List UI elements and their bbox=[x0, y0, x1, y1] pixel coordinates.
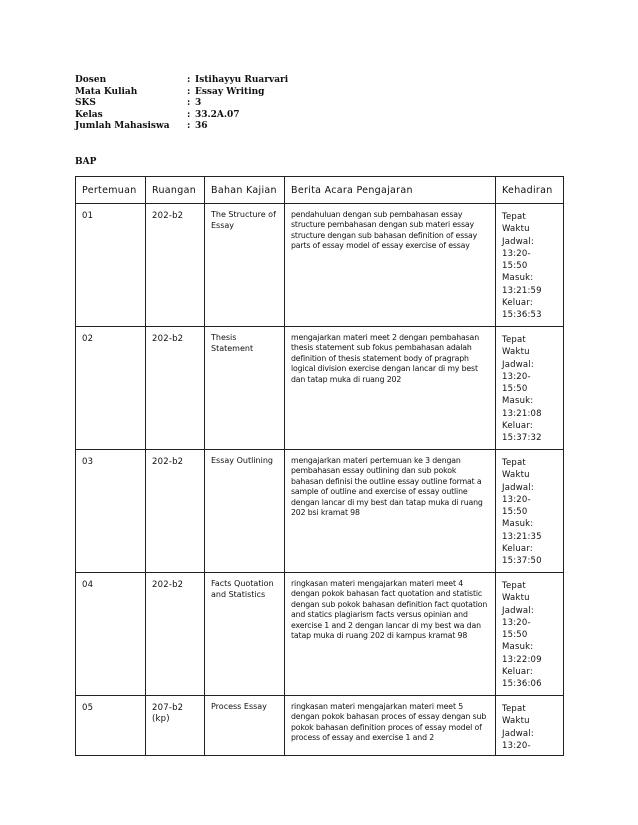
cell-berita-acara: ringkasan materi mengajarkan materi meet 4 dengan pokok bahasan fact quotation and statistic dengan sub pokok bahasan definition fact quotation and statics plagiarism facts versus opinian and exercise 1 and 2 dengan lancar di my best wa dan tatap muka di ruang 202 di kampus kramat 98 bbox=[285, 573, 496, 696]
header-ruangan: Ruangan bbox=[146, 177, 205, 204]
attendance-line: Jadwal: bbox=[502, 605, 534, 616]
table-row bbox=[76, 327, 564, 450]
attendance-line: Keluar: bbox=[502, 298, 533, 309]
attendance-line: Jadwal: bbox=[502, 236, 534, 247]
attendance-line: Jadwal: bbox=[502, 359, 534, 370]
table-row bbox=[76, 450, 564, 573]
table-row bbox=[76, 696, 564, 756]
attendance-line: Keluar: bbox=[502, 667, 533, 678]
cell-bahan-kajian: Thesis Statement bbox=[205, 327, 285, 450]
table-header-row bbox=[76, 177, 564, 204]
attendance-line: Waktu bbox=[502, 593, 530, 604]
attendance-line: 13:20- bbox=[502, 371, 531, 382]
cell-bahan-kajian: Facts Quotation and Statistics bbox=[205, 573, 285, 696]
attendance-line: Tepat bbox=[502, 704, 526, 714]
cell-ruangan: 202-b2 bbox=[146, 450, 205, 573]
info-colon: : bbox=[187, 121, 191, 131]
info-colon: : bbox=[187, 86, 191, 97]
attendance-line: 13:21:08 bbox=[502, 408, 542, 419]
attendance-line: 13:21:59 bbox=[502, 285, 542, 296]
bap-table bbox=[75, 176, 564, 756]
cell-berita-acara: ringkasan materi mengajarkan materi meet 5 dengan pokok bahasan proces of essay dengan sub pokok bahasan definition proces of essay model of process of essay and exercise 1 and 2 bbox=[285, 696, 496, 756]
header-bahan-kajian: Bahan Kajian bbox=[205, 177, 285, 204]
info-row-sks bbox=[75, 98, 288, 110]
header-kehadiran: Kehadiran bbox=[496, 177, 564, 204]
attendance-line: 15:50 bbox=[502, 507, 528, 518]
info-value: 36 bbox=[195, 121, 208, 131]
info-colon: : bbox=[187, 75, 191, 85]
attendance-line: 13:21:35 bbox=[502, 531, 542, 542]
course-info bbox=[75, 75, 288, 133]
cell-pertemuan: 05 bbox=[76, 696, 146, 756]
cell-kehadiran bbox=[496, 450, 564, 573]
attendance-line: Waktu bbox=[502, 224, 530, 235]
attendance-line: Waktu bbox=[502, 716, 530, 727]
attendance-line: Masuk: bbox=[502, 273, 534, 284]
attendance-line: Keluar: bbox=[502, 421, 533, 432]
attendance-line: Tepat bbox=[502, 335, 526, 345]
cell-bahan-kajian: Process Essay bbox=[205, 696, 285, 756]
attendance-line: 15:37:50 bbox=[502, 556, 542, 567]
table-row bbox=[76, 573, 564, 696]
info-label: SKS bbox=[75, 98, 96, 108]
attendance-line: 13:20- bbox=[502, 494, 531, 505]
cell-ruangan: 207-b2 (kp) bbox=[146, 696, 205, 756]
cell-kehadiran bbox=[496, 573, 564, 696]
attendance-line: 15:50 bbox=[502, 261, 528, 272]
cell-ruangan: 202-b2 bbox=[146, 204, 205, 327]
cell-berita-acara: mengajarkan materi meet 2 dengan pembahasan thesis statement sub fokus pembahasan adalah definition of thesis statement body of pragraph logical division exercise dengan lancar di my best dan tatap muka di ruang 202 bbox=[285, 327, 496, 450]
cell-kehadiran bbox=[496, 327, 564, 450]
cell-pertemuan: 02 bbox=[76, 327, 146, 450]
info-colon: : bbox=[187, 109, 191, 120]
cell-bahan-kajian: The Structure of Essay bbox=[205, 204, 285, 327]
info-label: Jumlah Mahasiswa bbox=[75, 121, 170, 131]
attendance-line: 15:37:32 bbox=[502, 433, 542, 444]
attendance-line: Waktu bbox=[502, 347, 530, 358]
info-value: Istihayyu Ruarvari bbox=[195, 75, 289, 85]
attendance-line: 13:20- bbox=[502, 248, 531, 259]
attendance-line: 15:50 bbox=[502, 630, 528, 641]
info-value: Essay Writing bbox=[195, 86, 265, 97]
attendance-line: Jadwal: bbox=[502, 482, 534, 493]
info-row-jumlah-mahasiswa bbox=[75, 121, 288, 133]
attendance-line: Jadwal: bbox=[502, 728, 534, 739]
cell-pertemuan: 01 bbox=[76, 204, 146, 327]
table-row bbox=[76, 204, 564, 327]
info-row-kelas bbox=[75, 110, 288, 122]
cell-bahan-kajian: Essay Outlining bbox=[205, 450, 285, 573]
info-row-mata-kuliah bbox=[75, 87, 288, 99]
attendance-line: Tepat bbox=[502, 581, 526, 591]
info-label: Kelas bbox=[75, 109, 103, 120]
header-berita-acara: Berita Acara Pengajaran bbox=[285, 177, 496, 204]
header-pertemuan: Pertemuan bbox=[76, 177, 146, 204]
cell-kehadiran bbox=[496, 696, 564, 756]
info-value: 3 bbox=[195, 98, 202, 108]
attendance-line: 15:36:53 bbox=[502, 310, 542, 321]
attendance-line: Masuk: bbox=[502, 642, 534, 653]
bap-title: BAP bbox=[75, 157, 97, 167]
info-row-dosen bbox=[75, 75, 288, 87]
attendance-line: Masuk: bbox=[502, 396, 534, 407]
cell-ruangan: 202-b2 bbox=[146, 573, 205, 696]
cell-kehadiran bbox=[496, 204, 564, 327]
attendance-line: 13:20- bbox=[502, 617, 531, 628]
attendance-line: Tepat bbox=[502, 212, 526, 222]
attendance-line: 15:36:06 bbox=[502, 679, 542, 690]
attendance-line: 13:22:09 bbox=[502, 654, 542, 665]
info-colon: : bbox=[187, 98, 191, 108]
attendance-line: Keluar: bbox=[502, 544, 533, 555]
cell-berita-acara: pendahuluan dengan sub pembahasan essay structure pembahasan dengan sub materi essay structure dengan sub bahasan definition of essay parts of essay model of essay exercise of essay bbox=[285, 204, 496, 327]
cell-ruangan: 202-b2 bbox=[146, 327, 205, 450]
attendance-line: Tepat bbox=[502, 458, 526, 468]
info-label: Dosen bbox=[75, 75, 107, 85]
cell-berita-acara: mengajarkan materi pertemuan ke 3 dengan pembahasan essay outlining dan sub pokok bahasan definisi the outline essay outline format a sample of outline and exercise of essay outline dengan lancar di my best dan tatap muka di ruang 202 bsi kramat 98 bbox=[285, 450, 496, 573]
cell-pertemuan: 03 bbox=[76, 450, 146, 573]
attendance-line: Waktu bbox=[502, 470, 530, 481]
attendance-line: Masuk: bbox=[502, 519, 534, 530]
info-label: Mata Kuliah bbox=[75, 86, 138, 97]
info-value: 33.2A.07 bbox=[195, 109, 240, 120]
attendance-line: 15:50 bbox=[502, 384, 528, 395]
attendance-line: 13:20- bbox=[502, 740, 531, 751]
cell-pertemuan: 04 bbox=[76, 573, 146, 696]
